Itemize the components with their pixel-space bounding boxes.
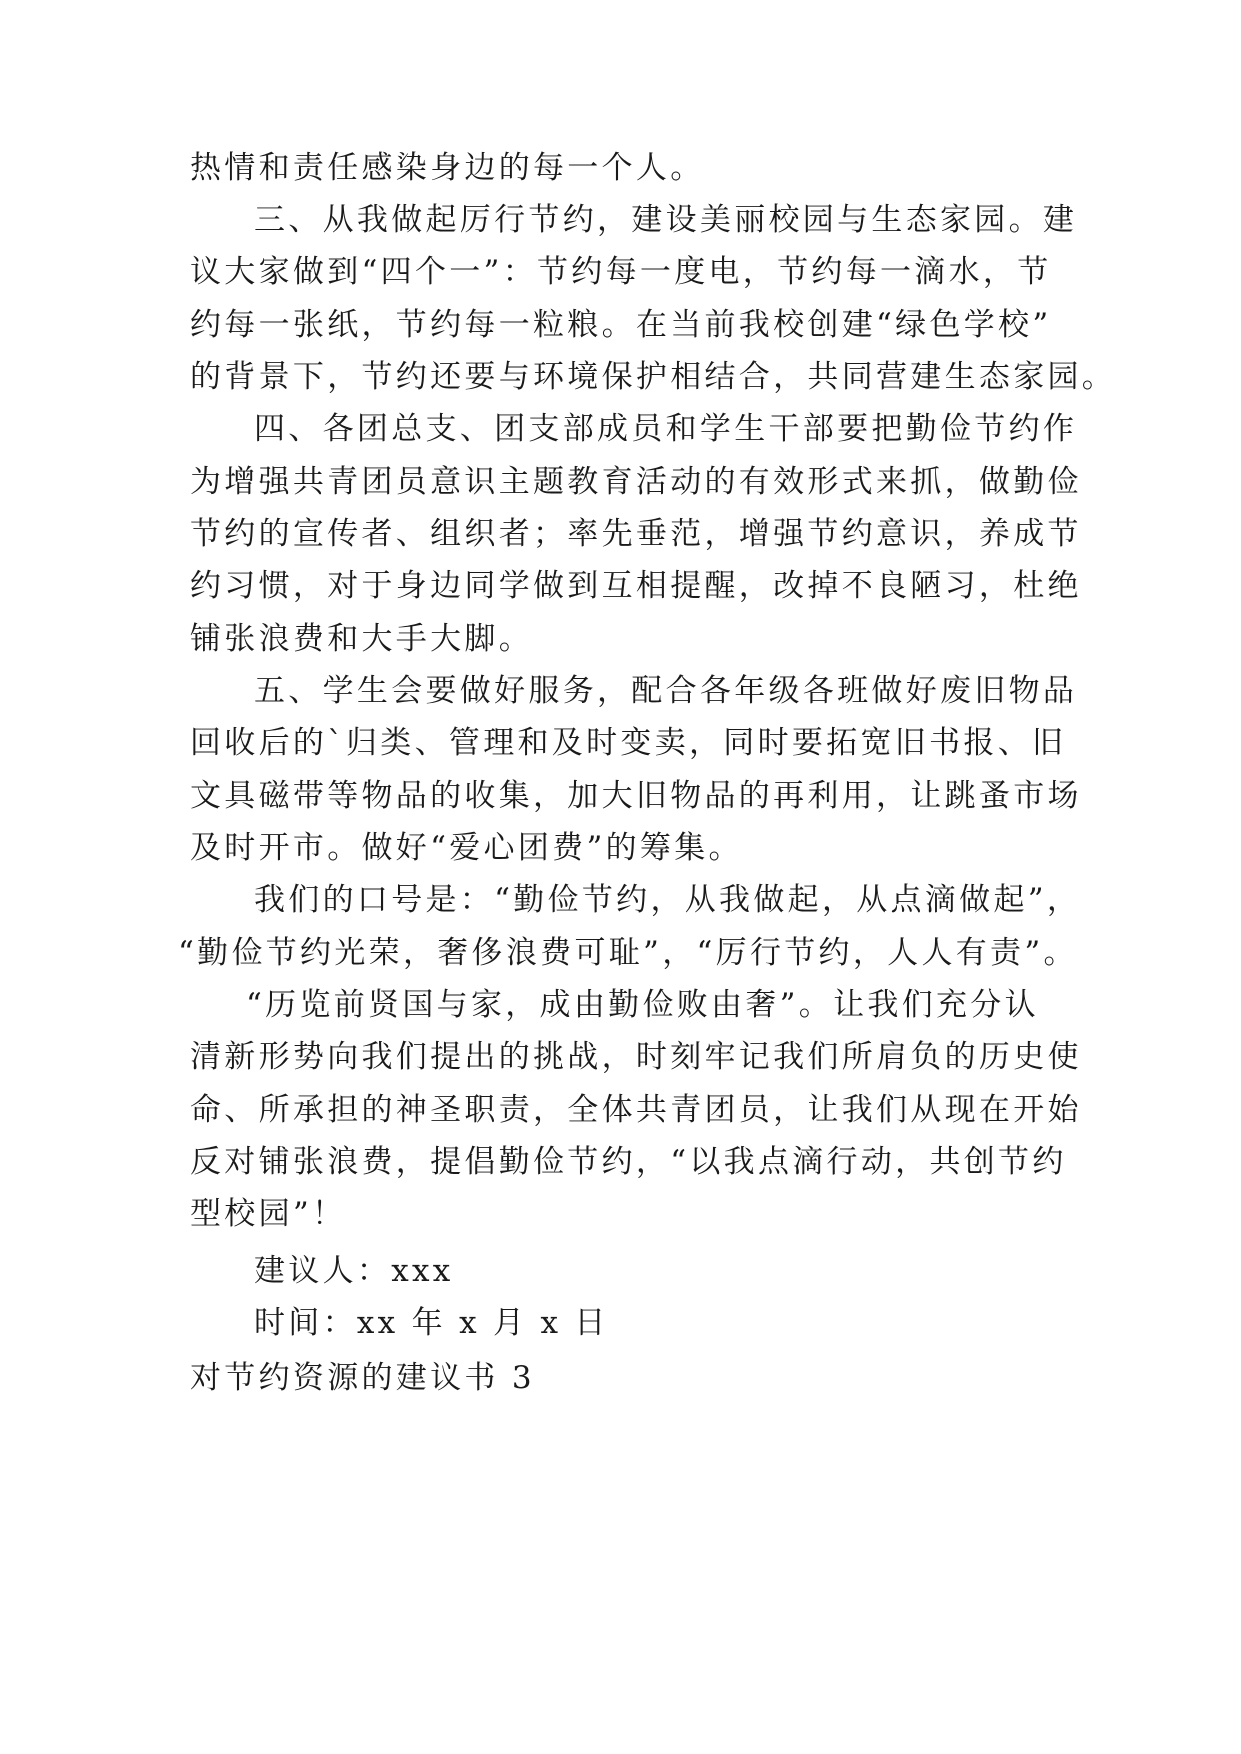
paragraph-4-start: 四、各团总支、团支部成员和学生干部要把勤俭节约作 [254,411,1078,447]
text-line: 议大家做到“四个一”：节约每一度电，节约每一滴水，节 [190,254,1052,290]
text-line: 型校园”！ [190,1196,347,1232]
text-line: 命、所承担的神圣职责，全体共青团员，让我们从现在开始 [190,1092,1082,1128]
text-line: 及时开市。做好“爱心团费”的筹集。 [190,830,743,866]
text-line: 热情和责任感染身边的每一个人。 [190,150,705,186]
text-line: 节约的宣传者、组织者；率先垂范，增强节约意识，养成节 [190,516,1082,552]
text-line: 回收后的`归类、管理和及时变卖，同时要拓宽旧书报、旧 [190,725,1067,761]
text-line: 为增强共青团员意识主题教育活动的有效形式来抓，做勤俭 [190,464,1082,500]
proposer-line: 建议人：xxx [254,1253,454,1289]
section-title: 对节约资源的建议书 3 [190,1360,535,1396]
closing-paragraph-start: “历览前贤国与家，成由勤俭败由奢”。让我们充分认 [246,987,1039,1023]
text-line: 约每一张纸，节约每一粒粮。在当前我校创建“绿色学校” [190,307,1052,343]
text-line: 铺张浪费和大手大脚。 [190,621,533,657]
text-line: 约习惯，对于身边同学做到互相提醒，改掉不良陋习，杜绝 [190,568,1082,604]
slogan-line: 我们的口号是：“勤俭节约，从我做起，从点滴做起”， [254,882,1082,918]
slogan-line: “勤俭节约光荣，奢侈浪费可耻”，“厉行节约，人人有责”。 [178,935,1078,971]
date-line: 时间：xx 年 x 月 x 日 [254,1305,609,1341]
text-line: 清新形势向我们提出的挑战，时刻牢记我们所肩负的历史使 [190,1039,1082,1075]
text-line: 的背景下，节约还要与环境保护相结合，共同营建生态家园。 [190,359,1117,395]
paragraph-3-start: 三、从我做起厉行节约，建设美丽校园与生态家园。建 [254,202,1078,238]
paragraph-5-start: 五、学生会要做好服务，配合各年级各班做好废旧物品 [254,673,1078,709]
text-line: 文具磁带等物品的收集，加大旧物品的再利用，让跳蚤市场 [190,778,1082,814]
text-line: 反对铺张浪费，提倡勤俭节约，“以我点滴行动，共创节约 [190,1144,1067,1180]
